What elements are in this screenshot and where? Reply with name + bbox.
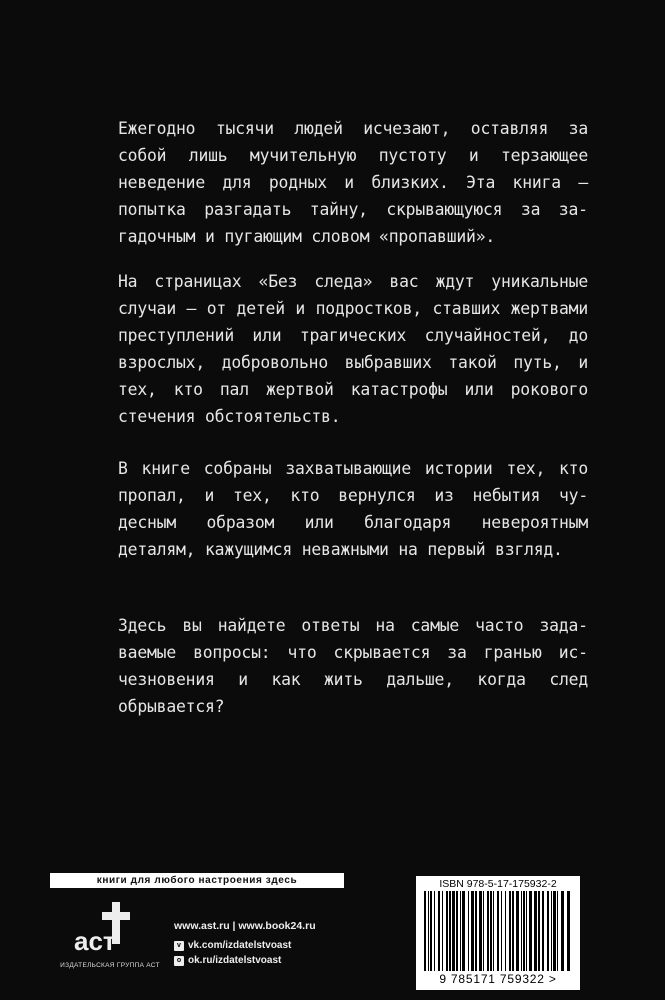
barcode-stripe <box>512 891 514 971</box>
barcode-stripe <box>501 891 502 971</box>
vk-icon: v <box>174 941 184 951</box>
barcode-stripe <box>505 891 506 971</box>
publisher-imprint: ИЗДАТЕЛЬСКАЯ ГРУППА АСТ <box>60 962 160 969</box>
barcode-stripe <box>460 891 461 971</box>
barcode-stripe <box>538 891 540 971</box>
vk-link-text: vk.com/izdatelstvoast <box>188 940 292 951</box>
barcode-stripe <box>497 891 499 971</box>
ast-logo <box>70 898 150 958</box>
ok-icon: o <box>174 956 184 966</box>
barcode-stripe <box>487 891 489 971</box>
barcode-stripe <box>561 891 564 971</box>
barcode-stripe <box>534 891 537 971</box>
blurb-paragraph-3: В книге собраны захватывающие истории тех, кто пропал, и тех, кто вернулся из небытия чу- десным образом или благодаря невероятным деталям, кажущимся неважными на первый взгляд. <box>118 459 588 559</box>
barcode-stripe <box>442 891 443 971</box>
barcode-stripe <box>557 891 558 971</box>
barcode-stripe <box>479 891 482 971</box>
barcode-stripe <box>551 891 552 971</box>
blurb-paragraph-4: Здесь вы найдете ответы на самые часто задаваемые вопросы: что скрывается за гранью исчезновения и как жить дальше, когда след обрывается? <box>118 616 588 716</box>
barcode-stripe <box>516 891 519 971</box>
barcode-stripe <box>567 891 570 971</box>
ok-link[interactable] <box>174 955 281 966</box>
barcode-stripe <box>475 891 477 971</box>
barcode-stripe <box>446 891 448 971</box>
barcode-stripe <box>438 891 440 971</box>
barcode-stripe <box>547 891 549 971</box>
isbn-label: ISBN 978-5-17-175932-2 <box>439 878 557 890</box>
barcode-stripe <box>462 891 465 971</box>
barcode-stripe <box>430 891 432 971</box>
barcode-image <box>420 891 576 971</box>
barcode-stripe <box>449 891 451 971</box>
barcode-stripe <box>434 891 435 971</box>
blurb-paragraph-2: На страницах «Без следа» вас ждут уникальные случаи — от детей и подростков, ставших жертвами преступлений или трагических случайностей, до взрослых, добровольно выбравших такой путь, и тех, кто пал жертвой катастрофы или рокового стечения обстоятельств. <box>118 272 588 426</box>
barcode-stripe <box>483 891 484 971</box>
barcode-stripe <box>529 891 532 971</box>
logo-text: аст <box>74 926 116 956</box>
barcode-stripe <box>468 891 469 971</box>
barcode-stripe <box>521 891 522 971</box>
barcode-stripe <box>424 891 426 971</box>
barcode-stripe <box>493 891 494 971</box>
barcode-stripe <box>490 891 492 971</box>
barcode-stripe <box>553 891 556 971</box>
barcode-stripe <box>428 891 429 971</box>
ok-link-text: ok.ru/izdatelstvoast <box>188 955 282 966</box>
barcode-stripe <box>456 891 458 971</box>
barcode-stripe <box>542 891 544 971</box>
barcode-stripe <box>509 891 511 971</box>
publisher-websites[interactable]: www.ast.ru | www.book24.ru <box>174 920 316 932</box>
barcode-block <box>416 876 580 990</box>
publisher-tagline: книги для любого настроения здесь <box>50 873 344 888</box>
vk-link[interactable] <box>174 940 291 951</box>
barcode-stripe <box>471 891 474 971</box>
blurb-paragraph-1: Ежегодно тысячи людей исчезают, оставляя за собой лишь мучительную пустоту и терзающее неведение для родных и близких. Эта книга — попытка разгадать тайну, скрывающуюся за загадочным и пугающим словом «пропавший». <box>118 119 588 246</box>
barcode-stripe <box>452 891 455 971</box>
barcode-digits: 9 785171 759322 > <box>439 972 557 986</box>
barcode-stripe <box>526 891 527 971</box>
barcode-stripe <box>523 891 525 971</box>
